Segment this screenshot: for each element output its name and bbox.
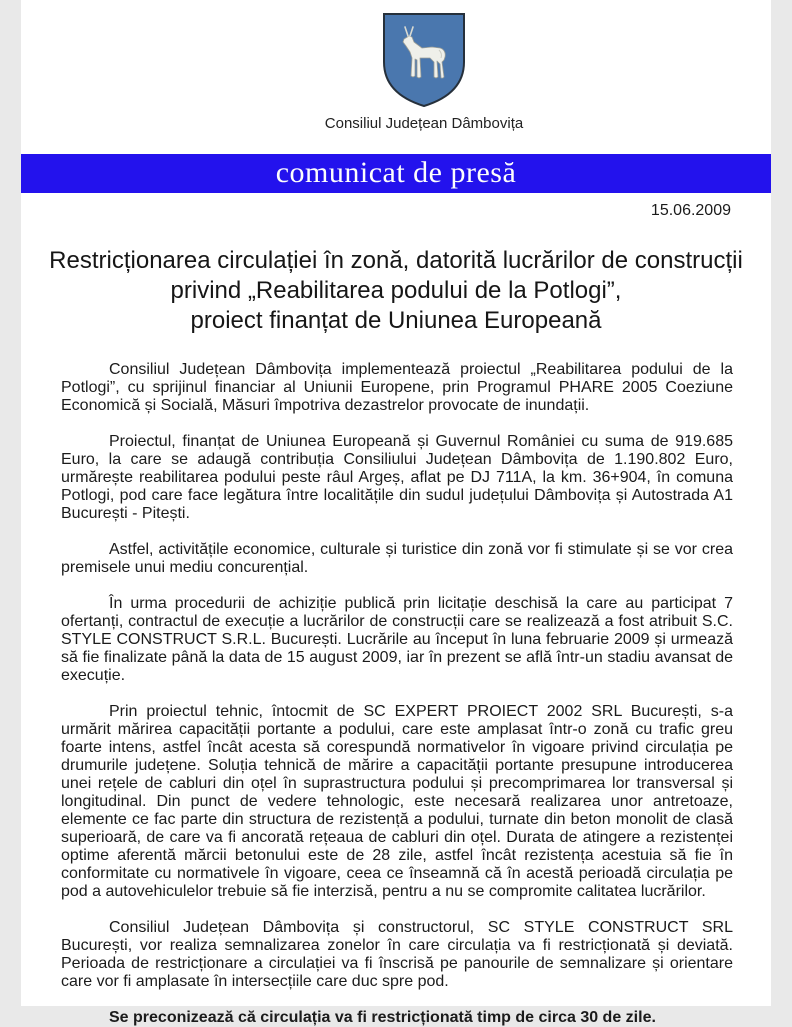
date-row — [21, 202, 771, 220]
press-release-page — [21, 0, 771, 1026]
body-text — [61, 361, 733, 1027]
press-release-banner — [21, 154, 771, 193]
paragraph-6: Consiliul Județean Dâmbovița și constructorul, SC STYLE CONSTRUCT SRL București, vor realiza semnalizarea zonelor în care circulația va fi restricționată și deviată. Perioada de restricționare a circulației va fi înscrisă pe panourile de semnalizare și orientare care vor fi amplasate în intersecțiile care duc spre pod. — [61, 919, 733, 990]
dambovita-deer-shield-icon — [382, 12, 466, 108]
paragraph-2: Proiectul, finanțat de Uniunea Europeană și Guvernul României cu suma de 919.685 Euro, la care se adaugă contribuția Consiliului Județean Dâmbovița de 1.190.802 Euro, urmărește reabilitarea podului peste râul Argeș, aflat pe DJ 711A, la km. 36+904, în comuna Potlogi, pod care face legătura între localitățile din sudul județului Dâmbovița și Autostrada A1 București - Pitești. — [61, 433, 733, 522]
organization-name: Consiliul Județean Dâmbovița — [324, 115, 524, 132]
paragraph-1: Consiliul Județean Dâmbovița implementează proiectul „Reabilitarea podului de la Potlogi”, cu sprijinul financiar al Uniunii Europene, prin Programul PHARE 2005 Coeziune Economică și Socială, Măsuri împotriva dezastrelor provocate de inundații. — [61, 361, 733, 414]
paragraph-4: În urma procedurii de achiziție publică prin licitație deschisă la care au participat 7 ofertanți, contractul de execuție a lucrărilor de construcții care se realizează a fost atribuit S.C. STYLE CONSTRUCT S.R.L. București. Lucrările au început în luna februarie 2009 și urmează să fie finalizate până la data de 15 august 2009, iar în prezent se află într-un stadiu avansat de execuție. — [61, 595, 733, 684]
headline-line-3: proiect finanțat de Uniunea Europeană — [190, 307, 602, 334]
closing-statement: Se preconizează că circulația va fi restricționată timp de circa 30 de zile. — [109, 1009, 656, 1026]
headline-line-2: privind „Reabilitarea podului de la Potlogi”, — [170, 277, 622, 304]
headline — [21, 246, 771, 336]
paragraph-5: Prin proiectul tehnic, întocmit de SC EXPERT PROIECT 2002 SRL București, s-a urmărit mărirea capacității portante a podului, care este amplasat într-o zonă cu trafic greu foarte intens, astfel încât acesta să corespundă normativelor în vigoare privind circulația pe drumurile județene. Soluția tehnică de mărire a capacității portante presupune introducerea unei rețele de cabluri din oțel în suprastructura podului și precomprimarea lor transversal și longitudinal. Din punct de vedere tehnologic, este necesară realizarea unor antretoaze, elemente ce fac parte din structura de rezistență a podului, turnate din beton monolit de clasă superioară, de care va fi ancorată rețeaua de cabluri din oțel. Durata de atingere a rezistenței optime aferentă mărcii betonului este de 28 zile, astfel încât rezistența acestuia să fie în conformitate cu normativele în vigoare, ceea ce înseamnă că în acestă perioadă circulația pe pod a autovehiculelor trebuie să fie interzisă, pentru a nu se compromite calitatea lucrărilor. — [61, 703, 733, 900]
document-header — [49, 0, 792, 133]
headline-line-1: Restricționarea circulației în zonă, datorită lucrărilor de construcții — [49, 247, 743, 274]
banner-title: comunicat de presă — [275, 156, 517, 189]
paragraph-3: Astfel, activitățile economice, culturale și turistice din zonă vor fi stimulate și se vor crea premisele unui mediu concurențial. — [61, 541, 733, 576]
release-date: 15.06.2009 — [650, 202, 731, 219]
